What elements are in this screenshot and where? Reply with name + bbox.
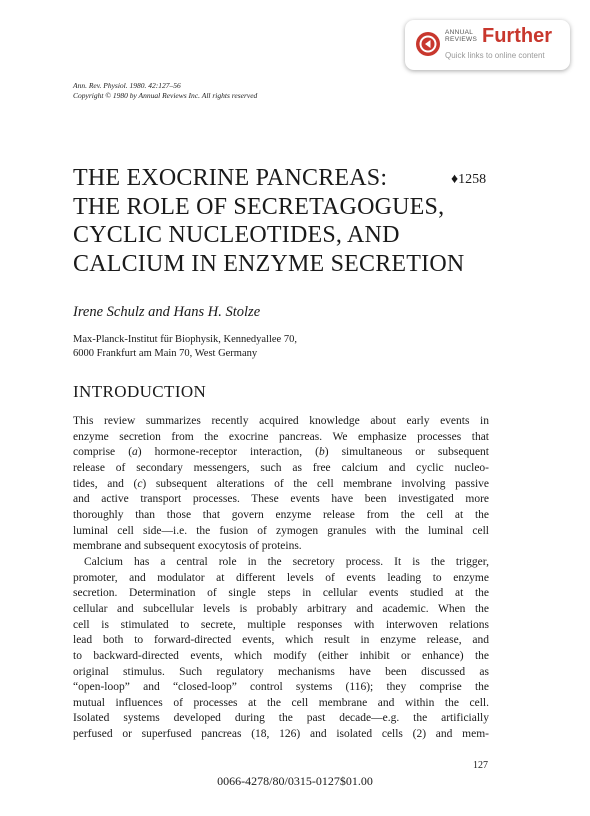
badge-reviews: REVIEWS [445,36,478,43]
body-line: original stimulus. Such regulatory mechanisms have been discussed as [73,665,489,678]
article-title [73,164,493,278]
body-line: to backward-directed events, which modify (either inhibit or enhance) the [73,649,489,662]
badge-further-label: Further [482,25,552,47]
body-line: “open-loop” and “closed-loop” control systems (116); they comprise the [73,681,489,694]
body-line: lead both to forward-directed events, which result in enzyme release, and [73,634,489,647]
body-line: membrane and subsequent exocytosis of proteins. [73,540,302,553]
badge-subtitle: Quick links to online content [445,51,545,60]
title-line-1: THE EXOCRINE PANCREAS: [73,165,388,191]
body-line: enzyme secretion from the exocrine pancreas. We emphasize processes that [73,430,489,443]
badge-annual: ANNUAL [445,29,474,36]
body-line: mutual influences of processes at the cell membrane and within the cell. [73,696,489,709]
page-number: 127 [473,760,488,771]
body-line: and active transport processes. These events have been investigated more [73,493,489,506]
body-line: Isolated systems developed during the past decade—e.g. the artificially [73,712,489,725]
affiliation-line-1: Max-Planck-Institut für Biophysik, Kennedyallee 70, [73,334,297,345]
affiliation [73,333,297,361]
body-line: thoroughly than those that govern enzyme release from the cell at the [73,508,489,521]
citation-line-1: Ann. Rev. Physiol. 1980. 42:127–56 [73,81,181,90]
annual-reviews-further-badge[interactable] [405,20,570,70]
citation-line-2: Copyright © 1980 by Annual Reviews Inc. All rights reserved [73,91,258,100]
footer-code: 0066-4278/80/0315-0127$01.00 [217,774,373,788]
article-code: ♦1258 [451,172,487,187]
annual-reviews-logo-icon [415,31,441,57]
authors: Irene Schulz and Hans H. Stolze [73,304,261,320]
body-line: secretion. Determination of single steps in cellular events studied at the [73,587,489,600]
body-line: Calcium has a central role in the secretory process. It is the trigger, [84,555,489,568]
body-line: cellular and subcellular levels is probably arbitrary and academic. When the [73,602,489,615]
body-line: comprise (a) hormone-receptor interaction, (b) simultaneous or subsequent [73,446,490,459]
body-line: tides, and (c) subsequent alterations of the cell membrane involving passive [73,477,490,490]
affiliation-line-2: 6000 Frankfurt am Main 70, West Germany [73,348,258,359]
body-line: This review summarizes recently acquired knowledge about early events in [73,415,489,427]
section-heading: INTRODUCTION [73,382,207,401]
body-line: promoter, and modulator at different levels of events leading to enzyme [73,571,489,584]
badge-annual-reviews-text [445,29,477,43]
body-line: release of secondary messengers, such as free calcium and cyclic nucleo- [73,461,489,474]
body-line: luminal cell side—i.e. the fusion of zymogen granules with the luminal cell [73,524,489,537]
journal-citation [73,81,257,101]
title-line-2: THE ROLE OF SECRETAGOGUES, [73,193,445,220]
body-line: cell is stimulated to secrete, multiple responses with interwoven relations [73,618,489,631]
title-line-3: CYCLIC NUCLEOTIDES, AND [73,222,400,248]
title-line-4: CALCIUM IN ENZYME SECRETION [73,250,465,277]
body-text [73,414,489,743]
body-line: perfused or superfused pancreas (18, 126) and isolated cells (2) and mem- [73,728,489,741]
